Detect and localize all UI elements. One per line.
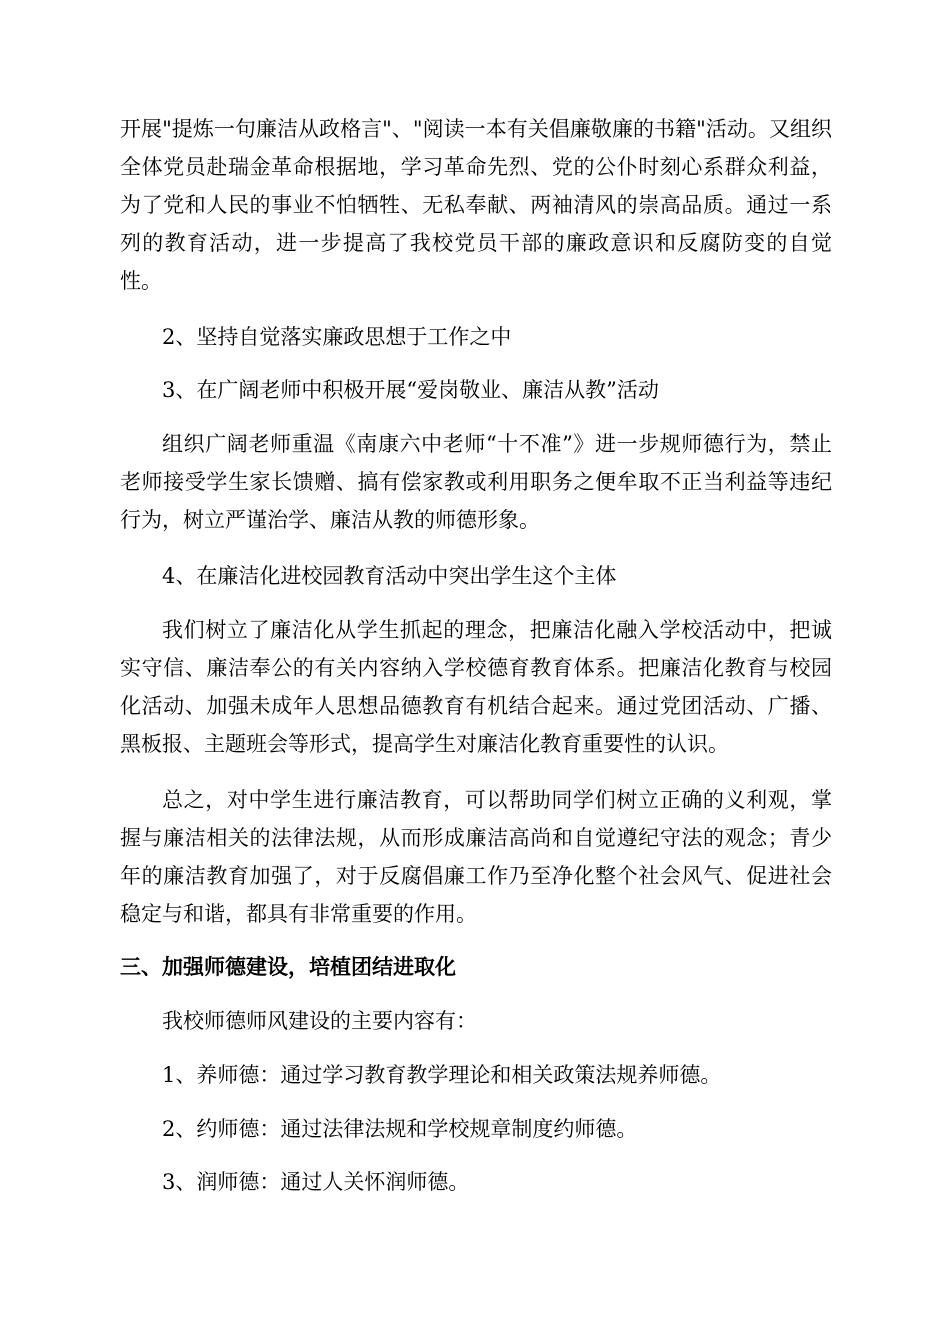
list-item-2: 2、坚持自觉落实廉政思想于工作之中 — [162, 325, 512, 349]
list-item-4: 4、在廉洁化进校园教育活动中突出学生这个主体 — [162, 564, 617, 588]
list-item-3: 3、在广阔老师中积极开展“爱岗敬业、廉洁从教”活动 — [162, 378, 659, 402]
paragraph-conclusion: 总之，对中学生进行廉洁教育，可以帮助同学们树立正确的义利观，掌握与廉洁相关的法律法规，从而形成廉洁高尚和自觉遵纪守法的观念；青少年的廉洁教育加强了，对于反腐倡廉工作乃至净化整个社会风气、促进社会稳定与和谐，都具有非常重要的作用。 — [120, 788, 832, 926]
paragraph-student-education: 我们树立了廉洁化从学生抓起的理念，把廉洁化融入学校活动中，把诚实守信、廉洁奉公的有关内容纳入学校德育教育体系。把廉洁化教育与校园化活动、加强未成年人思想品德教育有机结合起来。通过党团活动、广播、黑板报、主题班会等形式，提高学生对廉洁化教育重要性的认识。 — [120, 618, 832, 756]
paragraph-teacher-conduct: 组织广阔老师重温《南康六中老师“十不准”》进一步规师德行为，禁止老师接受学生家长馈赠、搞有偿家教或利用职务之便牟取不正当利益等违纪行为，树立严谨治学、廉洁从教的师德形象。 — [120, 432, 832, 532]
list-item-cultivate: 1、养师德：通过学习教育教学理论和相关政策法规养师德。 — [162, 1063, 722, 1087]
list-item-regulate: 2、约师德：通过法律法规和学校规章制度约师德。 — [162, 1117, 638, 1141]
list-item-nurture: 3、润师德：通过人关怀润师德。 — [162, 1170, 470, 1194]
section-heading-3: 三、加强师德建设，培植团结进取化 — [120, 955, 456, 979]
paragraph-campaign-activities: 开展"提炼一句廉洁从政格言"、"阅读一本有关倡廉敬廉的书籍"活动。又组织全体党员赴瑞金革命根据地，学习革命先烈、党的公仆时刻心系群众利益，为了党和人民的事业不怕牺牲、无私奉献、两袖清风的崇高品质。通过一系列的教育活动，进一步提高了我校党员干部的廉政意识和反腐防变的自觉性。 — [120, 117, 832, 293]
paragraph-intro-list: 我校师德师风建设的主要内容有： — [162, 1009, 477, 1033]
